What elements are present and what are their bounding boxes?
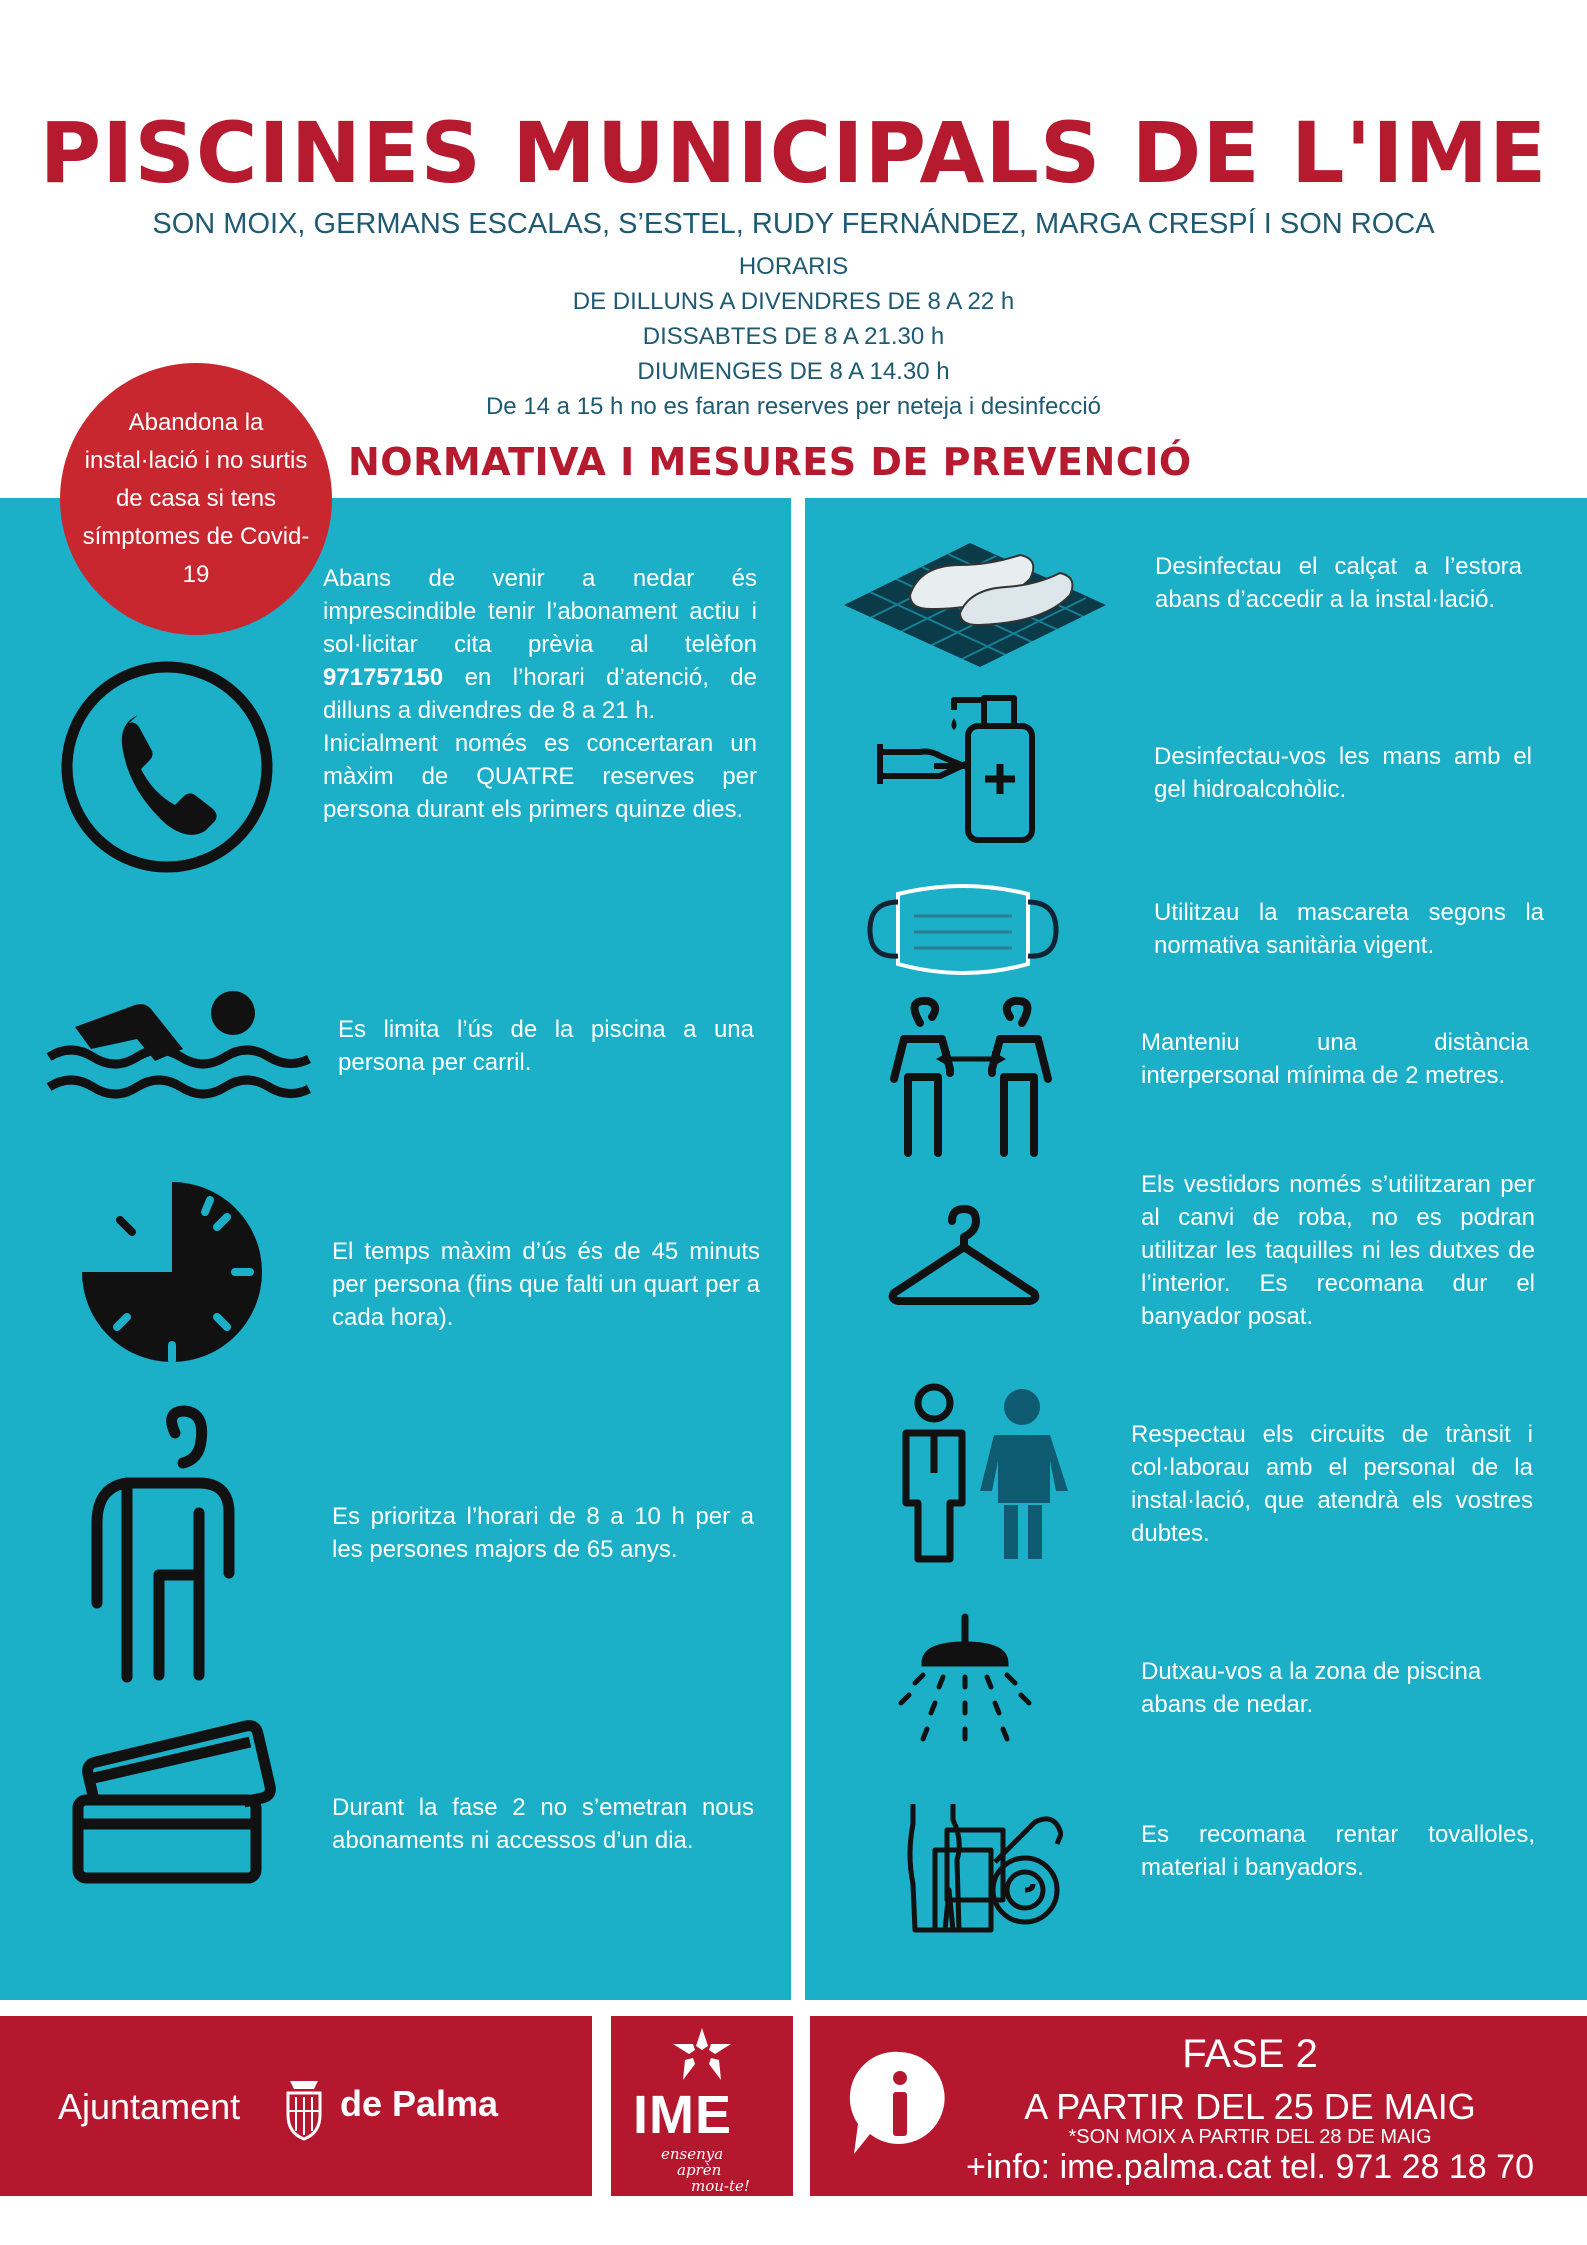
ajuntament-label: Ajuntament <box>58 2086 241 2127</box>
phone-icon <box>60 660 275 875</box>
info-icon <box>848 2048 952 2160</box>
max-time-text: El temps màxim d’ús és de 45 minuts per persona (fins que falti un quart per a cada hora). <box>332 1238 760 1331</box>
staff-icon <box>892 1383 1072 1563</box>
face-mask-icon <box>866 880 1061 980</box>
shoe-mat-icon <box>840 535 1110 675</box>
hanger-icon <box>886 1205 1041 1310</box>
schedule-saturday: DISSABTES DE 8 A 21.30 h <box>642 323 945 350</box>
shoe-disinfect-text: Desinfectau el calçat a l’estora abans d’accedir a la instal·lació. <box>1155 553 1522 613</box>
de-palma-label: de Palma <box>340 2083 499 2124</box>
footer-ime <box>611 2016 793 2196</box>
seniors-priority-text: Es prioritza l’horari de 8 a 10 h per a les persones majors de 65 anys. <box>332 1503 754 1563</box>
reservation-limit-text: Inicialment només es concertaran un màxim de QUATRE reserves per persona durant els primers quinze dies. <box>323 730 757 823</box>
appointment-text-pre: Abans de venir a nedar és imprescindible tenir l’abonament actiu i sol·licitar cita prèvia al telèfon <box>323 565 757 658</box>
lane-limit-text: Es limita l’ús de la piscina a una persona per carril. <box>338 1016 754 1076</box>
no-new-passes-text: Durant la fase 2 no s’emetran nous abonaments ni accessos d’un dia. <box>332 1794 754 1854</box>
shower-text: Dutxau-vos a la zona de piscina abans de nedar. <box>1141 1658 1482 1718</box>
son-moix-date: *SON MOIX A PARTIR DEL 28 DE MAIG <box>1068 2126 1432 2148</box>
laundry-icon <box>903 1800 1063 1935</box>
schedule-note: De 14 a 15 h no es faran reserves per neteja i desinfecció <box>485 393 1102 420</box>
shower-icon <box>895 1613 1035 1758</box>
footer-phase <box>810 2016 1587 2196</box>
hand-sanitizer-icon <box>876 686 1046 846</box>
pool-list: SON MOIX, GERMANS ESCALAS, S’ESTEL, RUDY FERNÁNDEZ, MARGA CRESPÍ I SON ROCA <box>152 208 1435 240</box>
phase-label: FASE 2 <box>1182 2032 1318 2076</box>
hand-disinfect-text: Desinfectau-vos les mans amb el gel hidroalcohòlic. <box>1154 743 1532 803</box>
laundry-text: Es recomana rentar tovalloles, material i banyadors. <box>1141 1821 1535 1881</box>
ime-star-logo-icon <box>669 2024 735 2084</box>
start-date: A PARTIR DEL 25 DE MAIG <box>1024 2086 1476 2127</box>
ime-slogan: ensenya aprèn mou-te! <box>661 2145 750 2195</box>
appointment-text-post: en l’horari d’atenció, de dilluns a divendres de 8 a 21 h. <box>323 664 757 724</box>
circulation-text: Respectau els circuits de trànsit i col·laborau amb el personal de la instal·lació, que atendrà els vostres dubtes. <box>1131 1421 1533 1547</box>
footer-ajuntament <box>0 2016 592 2196</box>
schedule-sunday: DIUMENGES DE 8 A 14.30 h <box>637 358 950 385</box>
phone-number: 971757150 <box>323 664 444 691</box>
clock-icon <box>80 1180 265 1365</box>
contact-info: +info: ime.palma.cat tel. 971 28 18 70 <box>966 2148 1534 2186</box>
access-card-icon <box>72 1720 287 1885</box>
section-title: NORMATIVA I MESURES DE PREVENCIÓ <box>348 440 1192 484</box>
schedule-weekday: DE DILLUNS A DIVENDRES DE 8 A 22 h <box>572 288 1015 315</box>
distance-text: Manteniu una distància interpersonal mínima de 2 metres. <box>1141 1029 1529 1089</box>
schedule-label: HORARIS <box>738 253 849 280</box>
swimmer-icon <box>45 975 313 1110</box>
changing-room-text: Els vestidors només s’utilitzaran per al canvi de roba, no es podran utilitzar les taquilles ni les dutxes de l’interior. Es recomana dur el banyador posat. <box>1141 1171 1535 1330</box>
appointment-text <box>323 562 757 826</box>
page-title: PISCINES MUNICIPALS DE L'IME <box>39 104 1548 202</box>
social-distance-icon <box>880 995 1060 1160</box>
palma-coat-of-arms-icon <box>280 2071 328 2141</box>
covid-warning-badge: Abandona la instal·lació i no surtis de casa si tens símptomes de Covid-19 <box>60 363 332 635</box>
elderly-person-icon <box>75 1405 275 1685</box>
ime-logo-text: IME <box>633 2085 733 2145</box>
mask-text: Utilitzau la mascareta segons la normativa sanitària vigent. <box>1154 899 1544 959</box>
